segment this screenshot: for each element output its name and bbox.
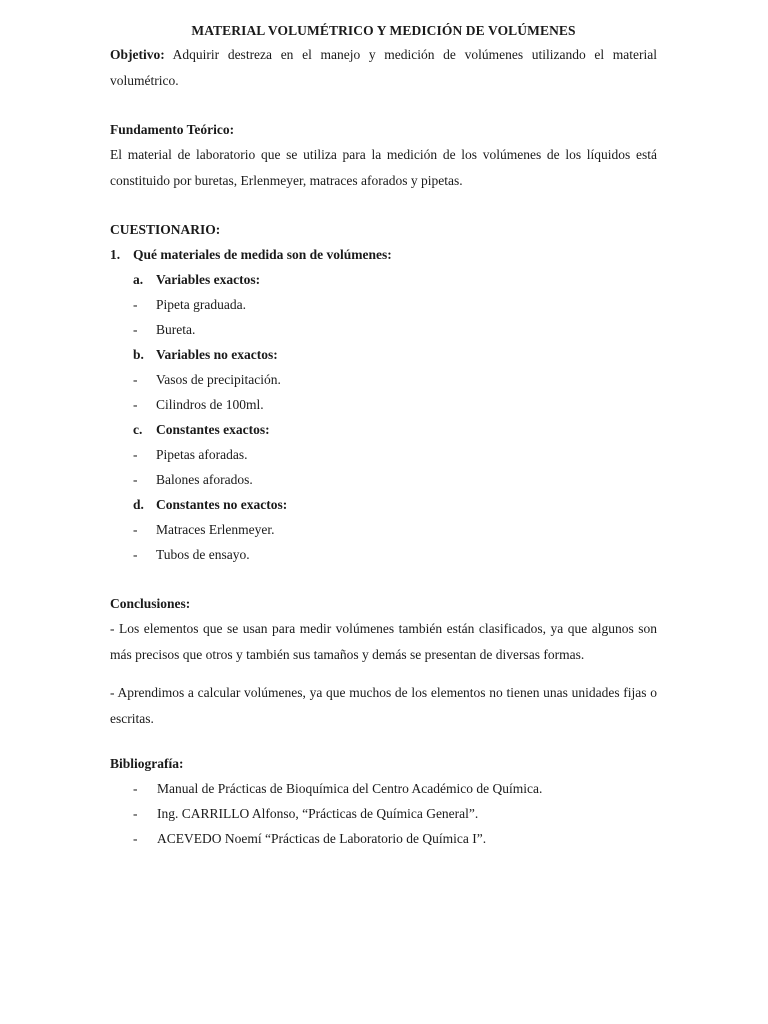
list-item: [110, 542, 657, 567]
dash-bullet: -: [133, 831, 138, 846]
group-letter: b.: [133, 347, 144, 362]
group-letter: d.: [133, 497, 144, 512]
theory-heading: Fundamento Teórico:: [110, 122, 235, 137]
bibliography-text: ACEVEDO Noemí “Prácticas de Laboratorio de Química I”.: [157, 831, 487, 846]
group-heading-a: [110, 267, 657, 292]
conclusions-heading: Conclusiones:: [110, 596, 191, 611]
list-item-text: Cilindros de 100ml.: [156, 397, 264, 412]
list-item-text: Matraces Erlenmeyer.: [156, 522, 275, 537]
dash-bullet: -: [133, 781, 138, 796]
dash-bullet: -: [133, 447, 138, 462]
group-label: Constantes exactos:: [156, 422, 270, 437]
group-heading-d: [110, 492, 657, 517]
dash-bullet: -: [133, 522, 138, 537]
list-item-text: Pipetas aforadas.: [156, 447, 248, 462]
group-heading-c: [110, 417, 657, 442]
dash-bullet: -: [133, 297, 138, 312]
list-item: [110, 517, 657, 542]
bibliography-text: Ing. CARRILLO Alfonso, “Prácticas de Química General”.: [157, 806, 479, 821]
document-page: [110, 20, 657, 851]
question-number: 1.: [110, 247, 121, 262]
group-label: Variables no exactos:: [156, 347, 278, 362]
group-heading-b: [110, 342, 657, 367]
list-item: [110, 442, 657, 467]
document-title: MATERIAL VOLUMÉTRICO Y MEDICIÓN DE VOLÚMENES: [191, 23, 576, 38]
dash-bullet: -: [133, 322, 138, 337]
objective-label: Objetivo:: [110, 47, 165, 62]
list-item-text: Pipeta graduada.: [156, 297, 246, 312]
conclusion-paragraph-2: - Aprendimos a calcular volúmenes, ya que muchos de los elementos no tienen unas unidades fijas o escritas.: [110, 685, 657, 726]
group-letter: a.: [133, 272, 144, 287]
dash-bullet: -: [133, 397, 138, 412]
theory-paragraph: El material de laboratorio que se utiliza para la medición de los volúmenes de los líquidos está constituido por buretas, Erlenmeyer, matraces aforados y pipetas.: [110, 147, 657, 188]
dash-bullet: -: [133, 372, 138, 387]
group-label: Constantes no exactos:: [156, 497, 288, 512]
question-text: Qué materiales de medida son de volúmenes:: [133, 247, 392, 262]
list-item: [110, 467, 657, 492]
dash-bullet: -: [133, 547, 138, 562]
objective-paragraph: [110, 42, 657, 93]
list-item-text: Bureta.: [156, 322, 196, 337]
group-letter: c.: [133, 422, 143, 437]
questionnaire-heading: CUESTIONARIO:: [110, 222, 221, 237]
group-label: Variables exactos:: [156, 272, 261, 287]
list-item-text: Tubos de ensayo.: [156, 547, 250, 562]
list-item-text: Vasos de precipitación.: [156, 372, 281, 387]
dash-bullet: -: [133, 806, 138, 821]
list-item: [110, 392, 657, 417]
dash-bullet: -: [133, 472, 138, 487]
bibliography-heading: Bibliografía:: [110, 756, 184, 771]
list-item: [110, 317, 657, 342]
objective-text: Adquirir destreza en el manejo y medición de volúmenes utilizando el material volumétrico.: [110, 47, 657, 88]
bibliography-text: Manual de Prácticas de Bioquímica del Centro Académico de Química.: [157, 781, 543, 796]
bibliography-item: [110, 826, 657, 851]
list-item-text: Balones aforados.: [156, 472, 253, 487]
bibliography-item: [110, 776, 657, 801]
bibliography-item: [110, 801, 657, 826]
list-item: [110, 367, 657, 392]
list-item: [110, 292, 657, 317]
conclusion-paragraph-1: - Los elementos que se usan para medir volúmenes también están clasificados, ya que algunos son más precisos que otros y también sus tamaños y demás se presentan de diversas formas.: [110, 621, 657, 662]
question-1: [110, 242, 657, 267]
